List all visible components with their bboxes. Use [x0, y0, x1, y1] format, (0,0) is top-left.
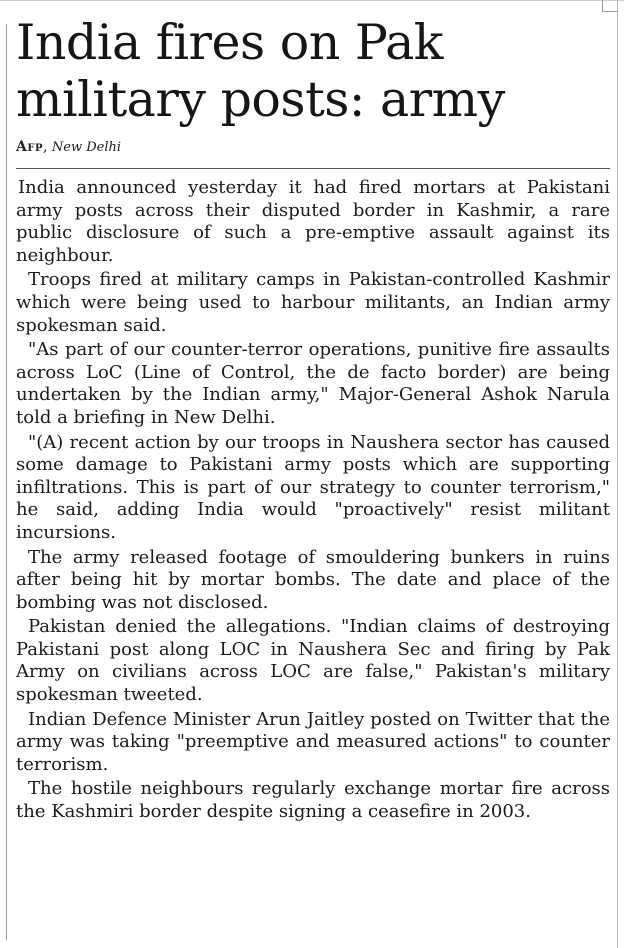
article-paragraph: Indian Defence Minister Arun Jaitley posted on Twitter that the army was taking "preemptive and measured actions" to counter terrorism.: [16, 708, 610, 775]
article-paragraph: The hostile neighbours regularly exchange mortar fire across the Kashmiri border despite signing a ceasefire in 2003.: [16, 778, 610, 823]
clipping-top-border: [0, 0, 624, 1]
article-paragraph: India announced yesterday it had fired mortars at Pakistani army posts across their disputed border in Kashmir, a rare public disclosure of such a pre-emptive assault against its neighbour.: [16, 177, 610, 266]
news-article: [16, 14, 610, 826]
article-headline: India fires on Pak military posts: army: [16, 14, 505, 128]
article-paragraph: "(A) recent action by our troops in Naushera sector has caused some damage to Pakistani army posts which are supporting infiltrations. This is part of our strategy to counter terrorism," he said, adding India would "proactively" resist militant incursions.: [16, 431, 610, 543]
column-right-rule: [617, 0, 618, 948]
article-paragraph: "As part of our counter-terror operations, punitive fire assaults across LoC (Line of Control, the de facto border) are being undertaken by the Indian army," Major-General Ashok Narula told a briefing in New Delhi.: [16, 339, 610, 428]
article-body: [16, 177, 610, 824]
byline-location: New Delhi: [51, 140, 122, 155]
article-paragraph: Troops fired at military camps in Pakistan-controlled Kashmir which were being used to harbour militants, an Indian army spokesman said.: [16, 269, 610, 336]
clipping-corner-mark: [602, 0, 618, 12]
byline-agency: Afp: [16, 139, 43, 155]
headline-divider: [16, 168, 610, 169]
article-byline: [16, 138, 610, 157]
byline-separator: ,: [42, 139, 52, 155]
column-left-rule: [6, 24, 7, 940]
article-paragraph: The army released footage of smouldering bunkers in ruins after being hit by mortar bombs. The date and place of the bombing was not disclosed.: [16, 546, 610, 613]
article-paragraph: Pakistan denied the allegations. "Indian claims of destroying Pakistani post along LOC in Naushera Sec and firing by Pak Army on civilians across LOC are false," Pakistan's military spokesman tweeted.: [16, 616, 610, 706]
